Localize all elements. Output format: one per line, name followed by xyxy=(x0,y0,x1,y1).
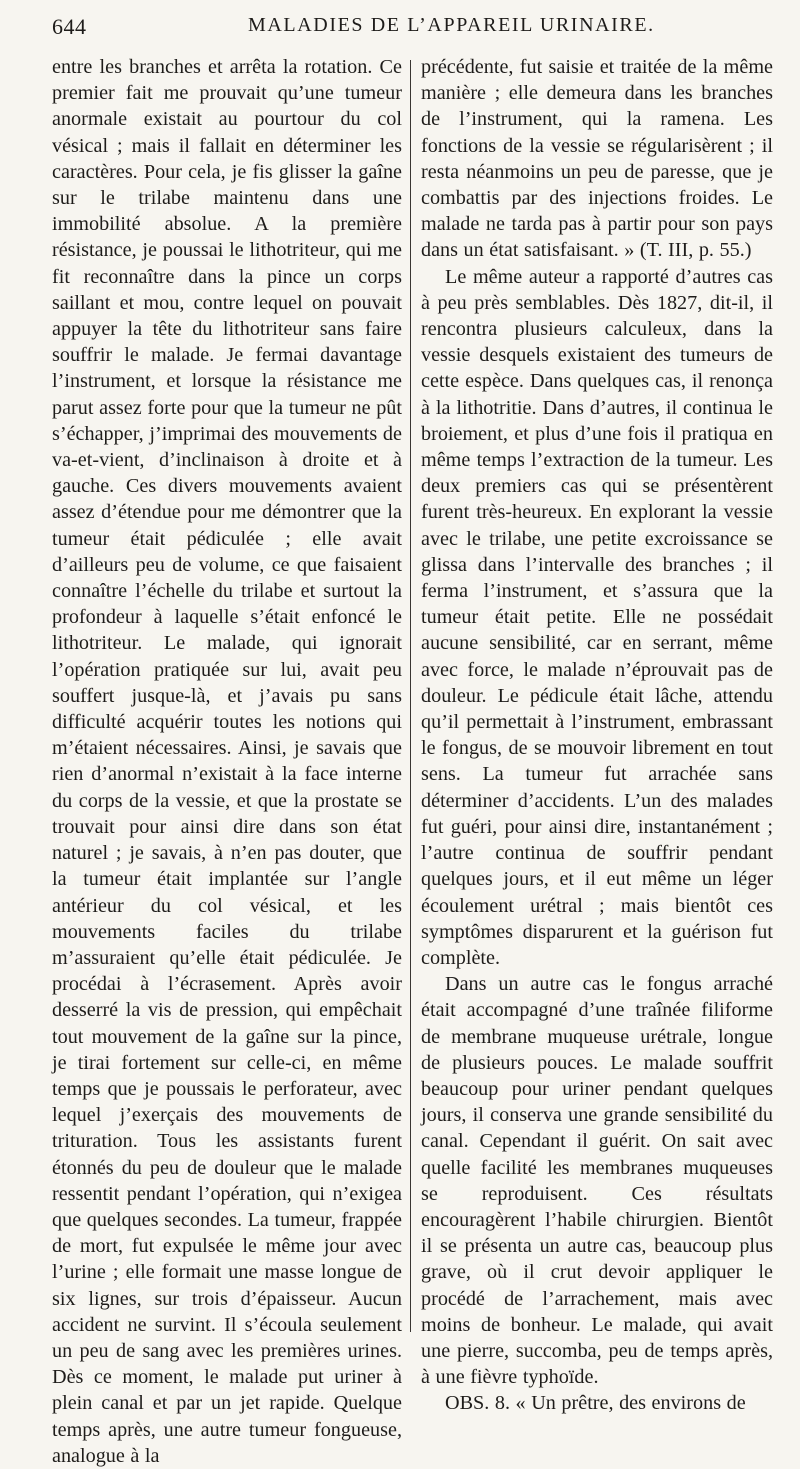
page-header xyxy=(52,14,770,44)
paragraph: OBS. 8. « Un prêtre, des environs de xyxy=(445,1392,746,1415)
paragraph: Dans un autre cas le fongus arraché était accompagné d’une traînée filiforme de membrane muqueuse urétrale, longue de plusieurs pouces. Le malade souffrit beaucoup pour uriner pendant quelques jours, il conserva une grande sensibilité du canal. Cependant il guérit. On sait avec quelle facilité les membranes muqueuses se reproduisent. Ces résultats encouragèrent l’habile chirurgien. Bientôt il se présenta un autre cas, beaucoup plus grave, où il crut devoir appliquer le procédé de l’arrachement, mais avec moins de bonheur. Le malade, qui avait une pierre, succomba, peu de temps après, à une fièvre typhoïde. xyxy=(421,973,773,1389)
page-number: 644 xyxy=(52,14,87,39)
running-head: MALADIES DE L’APPAREIL URINAIRE. xyxy=(248,14,655,36)
paragraph: Le même auteur a rapporté d’autres cas à peu près semblables. Dès 1827, dit-il, il rencontra plusieurs calculeux, dans la vessie desquels existaient des tumeurs de cette espèce. Dans quelques cas, il renonça à la lithotritie. Dans d’autres, il continua le broiement, et plus d’une fois il pratiqua en même temps l’extraction de la tumeur. Les deux premiers cas qui se présentèrent furent très-heureux. En explorant la vessie avec le trilabe, une petite excroissance se glissa dans l’intervalle des branches ; il ferma l’instrument, et s’assura que la tumeur était petite. Elle ne possédait aucune sensibilité, car en serrant, même avec force, le malade n’éprouvait pas de douleur. Le pédicule était lâche, attendu qu’il permettait à l’instrument, embrassant le fongus, de se mouvoir librement en tout sens. La tumeur fut arrachée sans déterminer d’accidents. L’un des malades fut guéri, pour ainsi dire, instantanément ; l’autre continua de souffrir pendant quelques jours, et il eut même un léger écoulement urétral ; mais bientôt ces symptômes disparurent et la guérison fut complète. xyxy=(421,265,773,969)
column-divider xyxy=(410,60,411,1332)
left-column xyxy=(52,54,402,1469)
paragraph: précédente, fut saisie et traitée de la même manière ; elle demeura dans les branches de l’instrument, qui la ramena. Les fonctions de la vessie se régularisèrent ; il resta néanmoins un peu de paresse, que je combattis par des injections froides. Le malade ne tarda pas à partir pour son pays dans un état satisfaisant. » (T. III, p. 55.) xyxy=(421,56,773,262)
paragraph: entre les branches et arrêta la rotation. Ce premier fait me prouvait qu’une tumeur anormale existait au pourtour du col vésical ; mais il fallait en déterminer les caractères. Pour cela, je fis glisser la gaîne sur le trilabe maintenu dans une immobilité absolue. A la première résistance, je poussai le lithotriteur, qui me fit reconnaître dans la pince un corps saillant et mou, contre lequel on pouvait appuyer la tête du lithotriteur sans faire souffrir le malade. Je fermai davantage l’instrument, et lorsque la résistance me parut assez forte pour que la tumeur ne pût s’échapper, j’imprimai des mouvements de va-et-vient, d’inclinaison à droite et à gauche. Ces divers mouvements avaient assez d’étendue pour me démontrer que la tumeur était pédiculée ; elle avait d’ailleurs peu de volume, ce que faisaient connaître l’échelle du trilabe et surtout la profondeur à laquelle s’était enfoncé le lithotriteur. Le malade, qui ignorait l’opération pratiquée sur lui, avait peu souffert jusque-là, et j’avais pu sans difficulté acquérir toutes les notions qui m’étaient nécessaires. Ainsi, je savais que rien d’anormal n’existait à la face interne du corps de la vessie, et que la prostate se trouvait pour ainsi dire dans son état naturel ; je savais, à n’en pas douter, que la tumeur était implantée sur l’angle antérieur du col vésical, et les mouvements faciles du trilabe m’assuraient qu’elle était pédiculée. Je procédai à l’écrasement. Après avoir desserré la vis de pression, qui empêchait tout mouvement de la gaîne sur la pince, je tirai fortement sur celle-ci, en même temps que je poussais le perforateur, avec lequel j’exerçais des mouvements de trituration. Tous les assistants furent étonnés du peu de douleur que le malade ressentit pendant l’opération, qui n’exigea que quelques secondes. La tumeur, frappée de mort, fut expulsée le même jour avec l’urine ; elle formait une masse longue de six lignes, sur trois d’épaisseur. Aucun accident ne survint. Il s’écoula seulement un peu de sang avec les premières urines. Dès ce moment, le malade put uriner à plein canal et par un jet rapide. Quelque temps après, une autre tumeur fongueuse, analogue à la xyxy=(52,56,402,1467)
right-column xyxy=(421,54,773,1417)
